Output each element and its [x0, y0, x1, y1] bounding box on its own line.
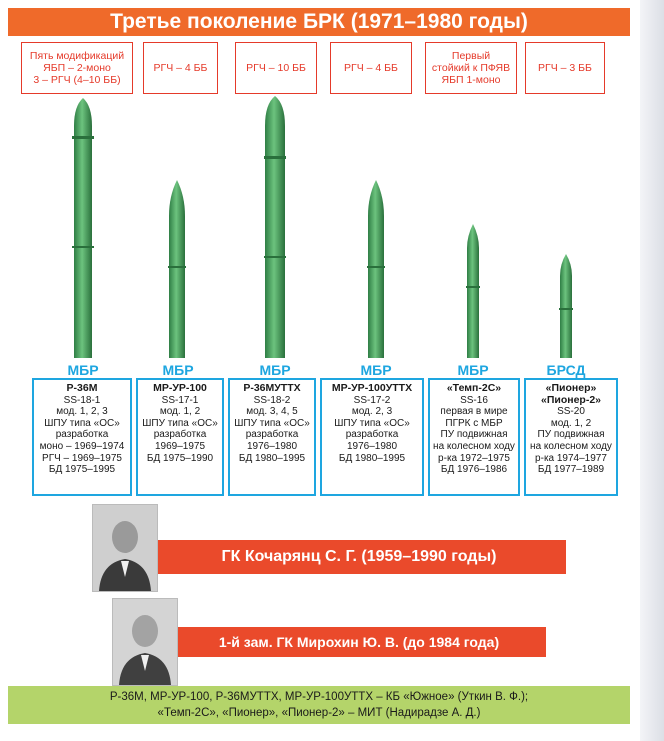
deputy-banner: 1-й зам. ГК Мирохин Ю. В. (до 1984 года) — [172, 627, 546, 657]
missile-illustrations — [0, 96, 640, 366]
card-details: SS-17-1 мод. 1, 2 ШПУ типа «ОС» разработка 1969–1975 БД 1975–1990 — [142, 394, 218, 464]
class-label-r36m: МБР — [67, 362, 99, 378]
chief-designer-photo — [92, 504, 158, 592]
card-details: SS-17-2 мод. 2, 3 ШПУ типа «ОС» разработка 1976–1980 БД 1980–1995 — [334, 394, 410, 464]
class-label-mr-ur-100: МБР — [162, 362, 194, 378]
missile-temp-2s — [466, 224, 480, 358]
footer-line-1: Р-36М, МР-УР-100, Р-36МУТТХ, МР-УР-100УТТХ – КБ «Южное» (Уткин В. Ф.); — [109, 691, 529, 703]
class-label-r36mutth: МБР — [259, 362, 291, 378]
class-label-mr-ur-100utth: МБР — [360, 362, 392, 378]
card-temp-2s — [428, 378, 520, 496]
deputy-photo — [112, 598, 178, 686]
class-label-pioneer: БРСД — [546, 362, 586, 378]
card-details: SS-16 первая в мире ПГРК с МБР ПУ подвижная на колесном ходу р-ка 1972–1975 БД 1976–1986 — [433, 394, 515, 476]
page-edge — [640, 0, 664, 741]
note-r36mutth: РГЧ – 10 ББ — [235, 42, 317, 94]
page-title: Третье поколение БРК (1971–1980 годы) — [8, 8, 630, 36]
missile-r36m — [72, 98, 94, 358]
footer-line-2: «Темп-2С», «Пионер», «Пионер-2» – МИТ (Надирадзе А. Д.) — [157, 707, 481, 719]
card-r36m — [32, 378, 132, 496]
portrait-icon — [113, 599, 177, 685]
note-pioneer: РГЧ – 3 ББ — [525, 42, 605, 94]
card-details: SS-20 мод. 1, 2 ПУ подвижная на колесном ходу р-ка 1974–1977 БД 1977–1989 — [530, 406, 612, 476]
card-name: МР-УР-100 — [153, 382, 207, 394]
card-details: SS-18-1 мод. 1, 2, 3 ШПУ типа «ОС» разработка моно – 1969–1974 РГЧ – 1969–1975 БД 1975–1995 — [39, 394, 125, 476]
card-mr-ur-100utth — [320, 378, 424, 496]
card-name: МР-УР-100УТТХ — [331, 382, 413, 394]
chief-designer-banner: ГК Кочарянц С. Г. (1959–1990 годы) — [152, 540, 566, 574]
class-label-temp-2s: МБР — [457, 362, 489, 378]
note-r36m: Пять модификаций ЯБП – 2-моно 3 – РГЧ (4–10 ББ) — [21, 42, 133, 94]
card-name: Р-36М — [66, 382, 98, 394]
portrait-icon — [93, 505, 157, 591]
card-name: «Темп-2С» — [446, 382, 502, 394]
card-name: Р-36МУТТХ — [243, 382, 301, 394]
missile-pioneer — [559, 254, 573, 358]
note-mr-ur-100utth: РГЧ – 4 ББ — [330, 42, 412, 94]
card-r36mutth — [228, 378, 316, 496]
note-temp-2s: Первый стойкий к ПФЯВ ЯБП 1-моно — [425, 42, 517, 94]
card-pioneer — [524, 378, 618, 496]
missile-mr-ur-100utth — [367, 180, 385, 358]
note-mr-ur-100: РГЧ – 4 ББ — [143, 42, 218, 94]
missile-r36mutth — [264, 96, 286, 358]
design-bureau-footer — [8, 686, 630, 724]
card-name: «Пионер» «Пионер-2» — [540, 382, 602, 406]
card-details: SS-18-2 мод. 3, 4, 5 ШПУ типа «ОС» разработка 1976–1980 БД 1980–1995 — [234, 394, 310, 464]
missile-mr-ur-100 — [168, 180, 186, 358]
card-mr-ur-100 — [136, 378, 224, 496]
